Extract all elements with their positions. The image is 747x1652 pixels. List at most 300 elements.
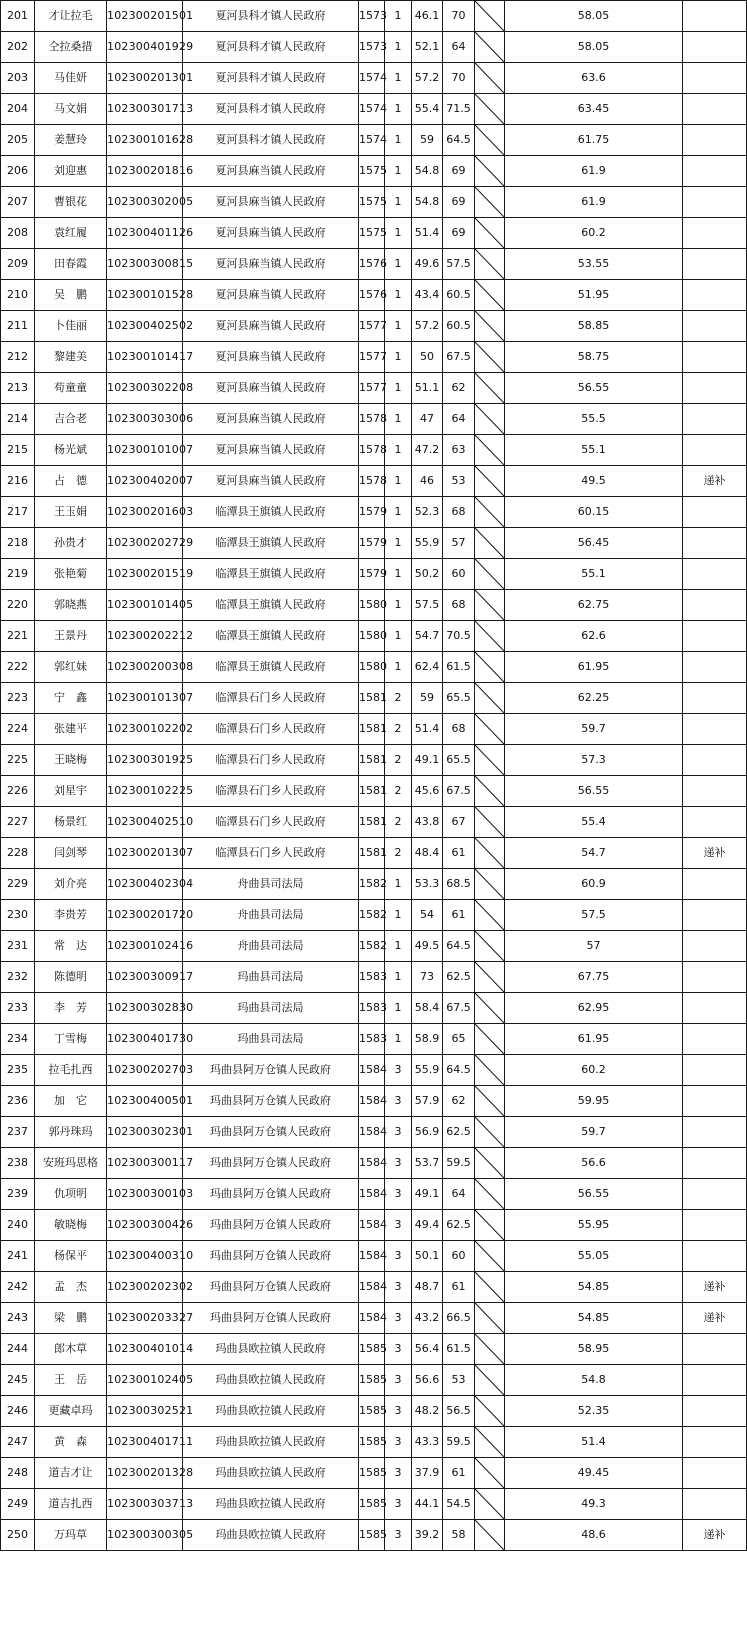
- table-row: [1, 1179, 747, 1210]
- written-score: 57.9: [412, 1086, 443, 1117]
- exam-id: 102300401711: [107, 1427, 183, 1458]
- diagonal-slash: [475, 993, 504, 1023]
- row-index: 249: [1, 1489, 35, 1520]
- hiring-unit: 玛曲县阿万仓镇人民政府: [183, 1241, 359, 1272]
- exam-id: 102300102405: [107, 1365, 183, 1396]
- exam-id: 102300101007: [107, 435, 183, 466]
- remark: [683, 125, 747, 156]
- row-index: 242: [1, 1272, 35, 1303]
- written-score: 52.3: [412, 497, 443, 528]
- hiring-quota: 1: [385, 125, 412, 156]
- table-row: [1, 1489, 747, 1520]
- empty-diagonal-cell: [475, 94, 505, 125]
- interview-score: 60: [443, 559, 475, 590]
- hiring-unit: 临潭县石门乡人民政府: [183, 838, 359, 869]
- row-index: 210: [1, 280, 35, 311]
- position-code: 1584: [359, 1117, 385, 1148]
- interview-score: 62.5: [443, 962, 475, 993]
- candidate-name: 马文娟: [35, 94, 107, 125]
- empty-diagonal-cell: [475, 1365, 505, 1396]
- hiring-unit: 临潭县王旗镇人民政府: [183, 497, 359, 528]
- interview-score: 58: [443, 1520, 475, 1551]
- position-code: 1575: [359, 156, 385, 187]
- diagonal-slash: [475, 962, 504, 992]
- exam-id: 102300101405: [107, 590, 183, 621]
- hiring-quota: 1: [385, 590, 412, 621]
- diagonal-slash: [475, 342, 504, 372]
- candidate-name: 姜慧玲: [35, 125, 107, 156]
- empty-diagonal-cell: [475, 1086, 505, 1117]
- row-index: 208: [1, 218, 35, 249]
- exam-id: 102300301925: [107, 745, 183, 776]
- exam-id: 102300303713: [107, 1489, 183, 1520]
- written-score: 47.2: [412, 435, 443, 466]
- results-rows: [1, 1, 747, 1551]
- hiring-quota: 1: [385, 404, 412, 435]
- row-index: 240: [1, 1210, 35, 1241]
- interview-score: 65.5: [443, 683, 475, 714]
- table-row: [1, 993, 747, 1024]
- table-row: [1, 63, 747, 94]
- hiring-quota: 1: [385, 869, 412, 900]
- remark: [683, 373, 747, 404]
- hiring-unit: 临潭县石门乡人民政府: [183, 683, 359, 714]
- diagonal-slash: [475, 869, 504, 899]
- total-score: 55.1: [505, 435, 683, 466]
- total-score: 51.4: [505, 1427, 683, 1458]
- hiring-unit: 临潭县王旗镇人民政府: [183, 559, 359, 590]
- candidate-name: 郭晓燕: [35, 590, 107, 621]
- written-score: 50.1: [412, 1241, 443, 1272]
- diagonal-slash: [475, 373, 504, 403]
- total-score: 63.45: [505, 94, 683, 125]
- total-score: 58.75: [505, 342, 683, 373]
- total-score: 62.95: [505, 993, 683, 1024]
- row-index: 214: [1, 404, 35, 435]
- interview-score: 62.5: [443, 1210, 475, 1241]
- diagonal-slash: [475, 931, 504, 961]
- diagonal-slash: [475, 838, 504, 868]
- remark: [683, 931, 747, 962]
- empty-diagonal-cell: [475, 869, 505, 900]
- row-index: 225: [1, 745, 35, 776]
- table-row: [1, 745, 747, 776]
- candidate-name: 才让拉毛: [35, 1, 107, 32]
- remark: [683, 1241, 747, 1272]
- total-score: 61.95: [505, 652, 683, 683]
- diagonal-slash: [475, 1055, 504, 1085]
- written-score: 44.1: [412, 1489, 443, 1520]
- exam-id: 102300201816: [107, 156, 183, 187]
- hiring-unit: 夏河县麻当镇人民政府: [183, 373, 359, 404]
- interview-score: 68: [443, 714, 475, 745]
- candidate-name: 卜佳丽: [35, 311, 107, 342]
- diagonal-slash: [475, 1179, 504, 1209]
- candidate-name: 黄 森: [35, 1427, 107, 1458]
- total-score: 56.6: [505, 1148, 683, 1179]
- table-row: [1, 652, 747, 683]
- position-code: 1584: [359, 1272, 385, 1303]
- interview-score: 61: [443, 900, 475, 931]
- row-index: 212: [1, 342, 35, 373]
- total-score: 60.2: [505, 1055, 683, 1086]
- interview-score: 64.5: [443, 125, 475, 156]
- position-code: 1579: [359, 528, 385, 559]
- hiring-quota: 3: [385, 1303, 412, 1334]
- hiring-unit: 临潭县石门乡人民政府: [183, 807, 359, 838]
- row-index: 237: [1, 1117, 35, 1148]
- total-score: 59.7: [505, 714, 683, 745]
- hiring-unit: 玛曲县阿万仓镇人民政府: [183, 1086, 359, 1117]
- row-index: 202: [1, 32, 35, 63]
- exam-id: 102300101628: [107, 125, 183, 156]
- row-index: 216: [1, 466, 35, 497]
- candidate-name: 占 德: [35, 466, 107, 497]
- written-score: 50.2: [412, 559, 443, 590]
- diagonal-slash: [475, 63, 504, 93]
- candidate-name: 安班玛思格: [35, 1148, 107, 1179]
- table-row: [1, 962, 747, 993]
- row-index: 207: [1, 187, 35, 218]
- position-code: 1577: [359, 373, 385, 404]
- hiring-unit: 玛曲县欧拉镇人民政府: [183, 1365, 359, 1396]
- candidate-name: 苟童童: [35, 373, 107, 404]
- written-score: 37.9: [412, 1458, 443, 1489]
- empty-diagonal-cell: [475, 528, 505, 559]
- table-row: [1, 1334, 747, 1365]
- hiring-quota: 1: [385, 373, 412, 404]
- interview-score: 61: [443, 1272, 475, 1303]
- empty-diagonal-cell: [475, 1117, 505, 1148]
- total-score: 55.1: [505, 559, 683, 590]
- empty-diagonal-cell: [475, 1241, 505, 1272]
- hiring-quota: 3: [385, 1210, 412, 1241]
- hiring-unit: 夏河县麻当镇人民政府: [183, 249, 359, 280]
- interview-score: 60: [443, 1241, 475, 1272]
- remark: [683, 497, 747, 528]
- remark: [683, 1, 747, 32]
- candidate-name: 孙贵才: [35, 528, 107, 559]
- diagonal-slash: [475, 652, 504, 682]
- remark: [683, 1086, 747, 1117]
- interview-score: 62: [443, 1086, 475, 1117]
- empty-diagonal-cell: [475, 342, 505, 373]
- row-index: 235: [1, 1055, 35, 1086]
- table-row: [1, 32, 747, 63]
- hiring-unit: 夏河县麻当镇人民政府: [183, 342, 359, 373]
- table-row: [1, 1303, 747, 1334]
- total-score: 49.45: [505, 1458, 683, 1489]
- row-index: 228: [1, 838, 35, 869]
- hiring-quota: 1: [385, 94, 412, 125]
- empty-diagonal-cell: [475, 1055, 505, 1086]
- written-score: 58.4: [412, 993, 443, 1024]
- empty-diagonal-cell: [475, 218, 505, 249]
- empty-diagonal-cell: [475, 1489, 505, 1520]
- diagonal-slash: [475, 1272, 504, 1302]
- written-score: 56.9: [412, 1117, 443, 1148]
- exam-id: 102300201720: [107, 900, 183, 931]
- row-index: 248: [1, 1458, 35, 1489]
- total-score: 54.8: [505, 1365, 683, 1396]
- hiring-unit: 玛曲县阿万仓镇人民政府: [183, 1210, 359, 1241]
- hiring-unit: 玛曲县司法局: [183, 993, 359, 1024]
- hiring-quota: 1: [385, 993, 412, 1024]
- hiring-quota: 1: [385, 652, 412, 683]
- position-code: 1583: [359, 993, 385, 1024]
- hiring-unit: 夏河县麻当镇人民政府: [183, 311, 359, 342]
- interview-score: 68.5: [443, 869, 475, 900]
- total-score: 59.7: [505, 1117, 683, 1148]
- position-code: 1584: [359, 1303, 385, 1334]
- position-code: 1585: [359, 1365, 385, 1396]
- candidate-name: 常 达: [35, 931, 107, 962]
- written-score: 49.4: [412, 1210, 443, 1241]
- interview-score: 70: [443, 63, 475, 94]
- row-index: 234: [1, 1024, 35, 1055]
- position-code: 1583: [359, 962, 385, 993]
- written-score: 43.3: [412, 1427, 443, 1458]
- hiring-unit: 玛曲县阿万仓镇人民政府: [183, 1272, 359, 1303]
- hiring-quota: 1: [385, 249, 412, 280]
- hiring-quota: 3: [385, 1179, 412, 1210]
- row-index: 230: [1, 900, 35, 931]
- candidate-name: 杨光斌: [35, 435, 107, 466]
- table-row: [1, 1117, 747, 1148]
- written-score: 43.8: [412, 807, 443, 838]
- hiring-quota: 1: [385, 342, 412, 373]
- total-score: 63.6: [505, 63, 683, 94]
- table-row: [1, 1024, 747, 1055]
- candidate-name: 拉毛扎西: [35, 1055, 107, 1086]
- remark: [683, 218, 747, 249]
- exam-id: 102300101528: [107, 280, 183, 311]
- row-index: 215: [1, 435, 35, 466]
- written-score: 49.6: [412, 249, 443, 280]
- row-index: 209: [1, 249, 35, 280]
- diagonal-slash: [475, 187, 504, 217]
- table-row: [1, 435, 747, 466]
- remark: [683, 435, 747, 466]
- row-index: 204: [1, 94, 35, 125]
- exam-id: 102300202703: [107, 1055, 183, 1086]
- table-row: [1, 1458, 747, 1489]
- hiring-unit: 临潭县石门乡人民政府: [183, 714, 359, 745]
- hiring-quota: 1: [385, 32, 412, 63]
- position-code: 1584: [359, 1086, 385, 1117]
- interview-score: 61.5: [443, 1334, 475, 1365]
- hiring-quota: 3: [385, 1489, 412, 1520]
- total-score: 58.05: [505, 1, 683, 32]
- interview-score: 64.5: [443, 931, 475, 962]
- empty-diagonal-cell: [475, 435, 505, 466]
- exam-id: 102300302521: [107, 1396, 183, 1427]
- hiring-quota: 2: [385, 714, 412, 745]
- total-score: 49.3: [505, 1489, 683, 1520]
- row-index: 211: [1, 311, 35, 342]
- diagonal-slash: [475, 466, 504, 496]
- hiring-unit: 夏河县科才镇人民政府: [183, 32, 359, 63]
- diagonal-slash: [475, 497, 504, 527]
- hiring-unit: 玛曲县欧拉镇人民政府: [183, 1396, 359, 1427]
- written-score: 49.5: [412, 931, 443, 962]
- total-score: 55.95: [505, 1210, 683, 1241]
- row-index: 203: [1, 63, 35, 94]
- written-score: 48.4: [412, 838, 443, 869]
- position-code: 1583: [359, 1024, 385, 1055]
- remark: [683, 528, 747, 559]
- exam-id: 102300202212: [107, 621, 183, 652]
- diagonal-slash: [475, 311, 504, 341]
- position-code: 1579: [359, 559, 385, 590]
- empty-diagonal-cell: [475, 497, 505, 528]
- candidate-name: 加 它: [35, 1086, 107, 1117]
- remark: [683, 1117, 747, 1148]
- total-score: 56.55: [505, 1179, 683, 1210]
- candidate-name: 黎建美: [35, 342, 107, 373]
- table-row: [1, 1427, 747, 1458]
- candidate-name: 仝拉桑措: [35, 32, 107, 63]
- written-score: 54: [412, 900, 443, 931]
- hiring-quota: 3: [385, 1117, 412, 1148]
- hiring-unit: 玛曲县欧拉镇人民政府: [183, 1334, 359, 1365]
- position-code: 1575: [359, 218, 385, 249]
- diagonal-slash: [475, 32, 504, 62]
- remark: [683, 1179, 747, 1210]
- hiring-quota: 3: [385, 1272, 412, 1303]
- position-code: 1580: [359, 590, 385, 621]
- candidate-name: 李 芳: [35, 993, 107, 1024]
- remark: [683, 714, 747, 745]
- exam-id: 102300202729: [107, 528, 183, 559]
- hiring-quota: 3: [385, 1334, 412, 1365]
- position-code: 1582: [359, 869, 385, 900]
- position-code: 1574: [359, 94, 385, 125]
- written-score: 50: [412, 342, 443, 373]
- interview-score: 53: [443, 466, 475, 497]
- hiring-quota: 2: [385, 683, 412, 714]
- exam-id: 102300300917: [107, 962, 183, 993]
- total-score: 56.55: [505, 373, 683, 404]
- table-row: [1, 1210, 747, 1241]
- remark: [683, 652, 747, 683]
- exam-id: 102300101417: [107, 342, 183, 373]
- table-row: [1, 1241, 747, 1272]
- position-code: 1580: [359, 652, 385, 683]
- total-score: 49.5: [505, 466, 683, 497]
- candidate-name: 王景丹: [35, 621, 107, 652]
- diagonal-slash: [475, 1117, 504, 1147]
- row-index: 243: [1, 1303, 35, 1334]
- hiring-unit: 临潭县王旗镇人民政府: [183, 528, 359, 559]
- interview-score: 64: [443, 1179, 475, 1210]
- hiring-quota: 3: [385, 1427, 412, 1458]
- total-score: 61.9: [505, 156, 683, 187]
- exam-id: 102300202302: [107, 1272, 183, 1303]
- empty-diagonal-cell: [475, 63, 505, 94]
- exam-id: 102300201307: [107, 838, 183, 869]
- remark: [683, 1458, 747, 1489]
- empty-diagonal-cell: [475, 1427, 505, 1458]
- table-row: [1, 94, 747, 125]
- row-index: 238: [1, 1148, 35, 1179]
- position-code: 1582: [359, 931, 385, 962]
- remark: [683, 94, 747, 125]
- hiring-unit: 临潭县王旗镇人民政府: [183, 652, 359, 683]
- hiring-quota: 1: [385, 63, 412, 94]
- hiring-unit: 夏河县麻当镇人民政府: [183, 404, 359, 435]
- total-score: 57: [505, 931, 683, 962]
- exam-id: 102300300426: [107, 1210, 183, 1241]
- position-code: 1581: [359, 776, 385, 807]
- total-score: 52.35: [505, 1396, 683, 1427]
- row-index: 245: [1, 1365, 35, 1396]
- interview-score: 67.5: [443, 342, 475, 373]
- total-score: 54.85: [505, 1272, 683, 1303]
- table-row: [1, 218, 747, 249]
- empty-diagonal-cell: [475, 32, 505, 63]
- hiring-unit: 舟曲县司法局: [183, 900, 359, 931]
- interview-score: 70.5: [443, 621, 475, 652]
- position-code: 1576: [359, 280, 385, 311]
- row-index: 213: [1, 373, 35, 404]
- remark: [683, 621, 747, 652]
- position-code: 1581: [359, 838, 385, 869]
- total-score: 62.25: [505, 683, 683, 714]
- position-code: 1585: [359, 1520, 385, 1551]
- hiring-quota: 1: [385, 497, 412, 528]
- empty-diagonal-cell: [475, 1458, 505, 1489]
- empty-diagonal-cell: [475, 249, 505, 280]
- total-score: 58.05: [505, 32, 683, 63]
- hiring-unit: 夏河县麻当镇人民政府: [183, 466, 359, 497]
- table-row: [1, 900, 747, 931]
- remark: [683, 63, 747, 94]
- table-row: [1, 1272, 747, 1303]
- diagonal-slash: [475, 404, 504, 434]
- diagonal-slash: [475, 1303, 504, 1333]
- empty-diagonal-cell: [475, 962, 505, 993]
- candidate-name: 丁雪梅: [35, 1024, 107, 1055]
- hiring-quota: 3: [385, 1520, 412, 1551]
- written-score: 54.8: [412, 156, 443, 187]
- empty-diagonal-cell: [475, 1303, 505, 1334]
- position-code: 1576: [359, 249, 385, 280]
- interview-score: 68: [443, 497, 475, 528]
- remark: [683, 1427, 747, 1458]
- empty-diagonal-cell: [475, 1396, 505, 1427]
- written-score: 55.4: [412, 94, 443, 125]
- interview-score: 64: [443, 32, 475, 63]
- position-code: 1575: [359, 187, 385, 218]
- exam-id: 102300300815: [107, 249, 183, 280]
- written-score: 57.2: [412, 311, 443, 342]
- total-score: 55.5: [505, 404, 683, 435]
- interview-score: 68: [443, 590, 475, 621]
- total-score: 56.55: [505, 776, 683, 807]
- exam-id: 102300401929: [107, 32, 183, 63]
- interview-score: 64.5: [443, 1055, 475, 1086]
- total-score: 59.95: [505, 1086, 683, 1117]
- exam-id: 102300200308: [107, 652, 183, 683]
- interview-score: 53: [443, 1365, 475, 1396]
- position-code: 1578: [359, 466, 385, 497]
- row-index: 206: [1, 156, 35, 187]
- hiring-quota: 1: [385, 1024, 412, 1055]
- hiring-unit: 临潭县石门乡人民政府: [183, 776, 359, 807]
- position-code: 1584: [359, 1179, 385, 1210]
- position-code: 1578: [359, 404, 385, 435]
